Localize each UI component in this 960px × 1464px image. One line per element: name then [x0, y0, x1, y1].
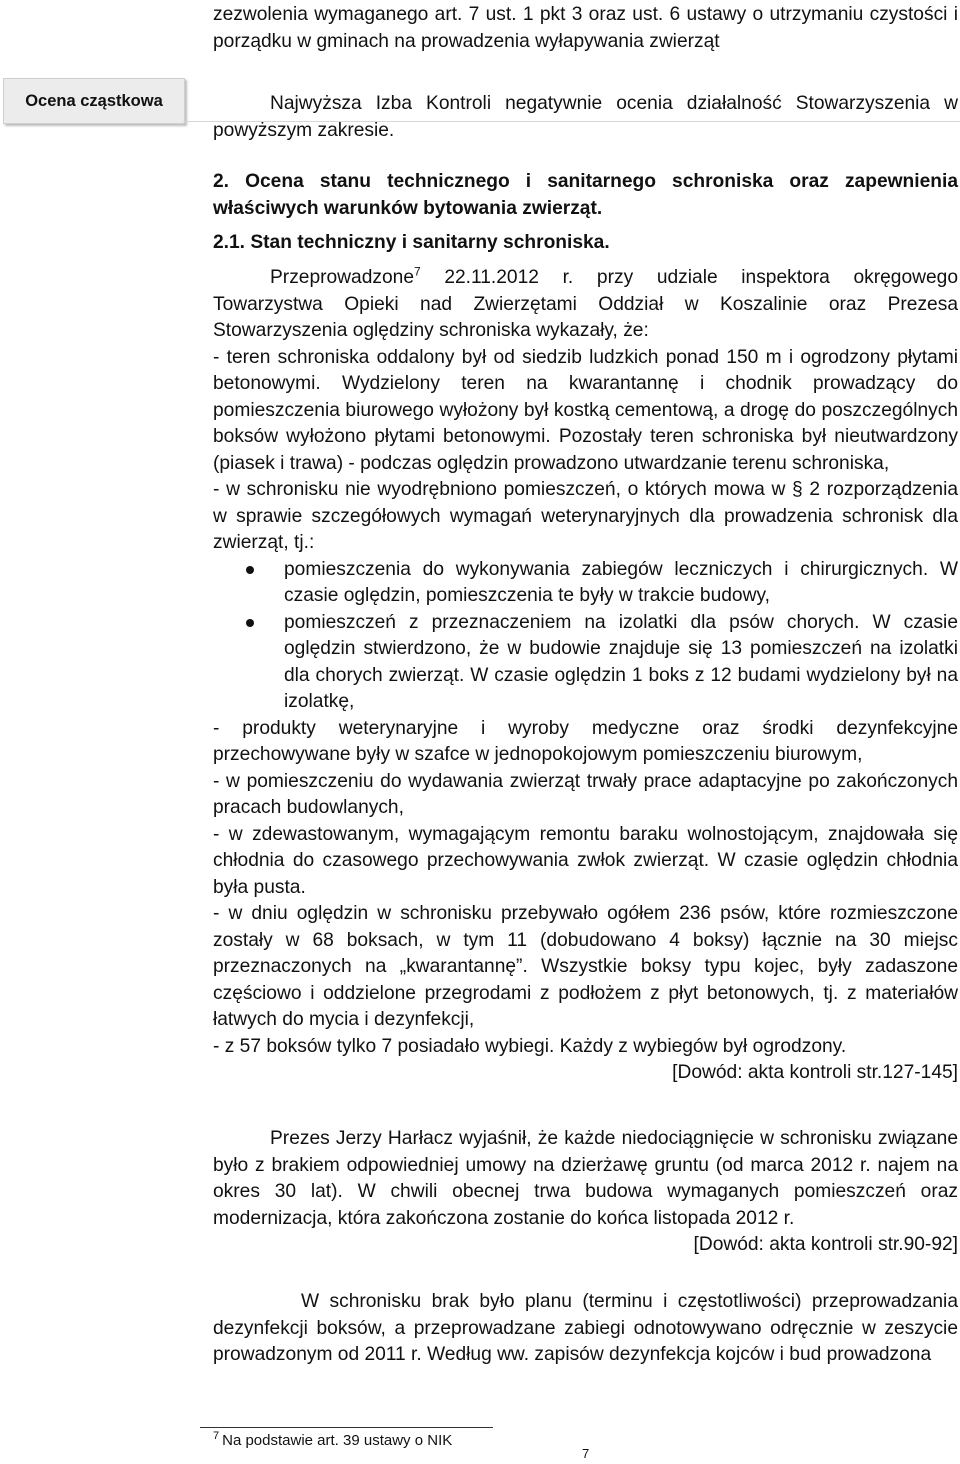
bullet-text: pomieszczenia do wykonywania zabiegów leczniczych i chirurgicznych. W czasie oględzin, pomieszczenia te były w trakcie budowy, — [284, 558, 958, 606]
list-item: - produkty weterynaryjne i wyroby medyczne oraz środki dezynfekcyjne przechowywane były w szafce w jednopokojowym pomieszczeniu biurowym, — [213, 717, 958, 765]
top-paragraph-text: zezwolenia wymaganego art. 7 ust. 1 pkt 3 oraz ust. 6 ustawy o utrzymaniu czystości i porządku w gminach na prowadzenia wyłapywania zwierząt — [213, 4, 958, 52]
section-heading: 2. Ocena stanu technicznego i sanitarnego schroniska oraz zapewnienia właściwych warunków bytowania zwierząt. — [213, 171, 958, 219]
list-item: - w dniu oględzin w schronisku przebywało ogółem 236 psów, które rozmieszczone zostały w 68 boksach, w tym 11 (dobudowano 4 boksy) łącznie na 30 miejsc przeznaczonych na „kwarantannę”. Wszystkie boksy typu kojec, były zadaszone częściowo i oddzielone przegrodami z podłożem z płyt betonowych, tj. z materiałów łatwych do mycia i dezynfekcji, — [213, 903, 958, 1030]
list-item: - z 57 boksów tylko 7 posiadało wybiegi. Każdy z wybiegów był ogrodzony. — [213, 1035, 847, 1057]
footnote-reference: 7 — [414, 264, 421, 279]
disinfection-block — [213, 1289, 958, 1369]
paragraph-3: W schronisku brak było planu (terminu i częstotliwości) przeprowadzania dezynfekcji boksów, a przeprowadzane zabiegi odnotowywano odręcznie w zeszycie prowadzonym od 2011 r. Według ww. zapisów dezynfekcja kojców i bud prowadzona — [213, 1291, 958, 1365]
sidebar-label-box — [3, 78, 185, 124]
bullet-item — [213, 610, 958, 716]
evidence-reference-2: [Dowód: akta kontroli str.90-92] — [693, 1234, 958, 1255]
list-item: - teren schroniska oddalony był od siedzib ludzkich ponad 150 m i ogrodzony płytami betonowymi. Wydzielony teren na kwarantannę i chodnik prowadzący do pomieszczenia biurowego wyłożony był kostką cementową, a drogę do poszczególnych boksów wyłożono płytami betonowymi. Pozostały teren schroniska był nieutwardzony (piasek i trawa) - podczas oględzin prowadzono utwardzanie terenu schroniska, — [213, 346, 958, 474]
assessment-text: Najwyższa Izba Kontroli negatywnie ocenia działalność Stowarzyszenia w powyższym zakresie. — [213, 93, 958, 141]
bullet-item — [213, 557, 958, 610]
bullet-icon — [246, 566, 254, 574]
explanation-block — [213, 1126, 958, 1259]
assessment-block — [213, 91, 958, 144]
footnote — [213, 1432, 452, 1450]
bullet-text: pomieszczeń z przeznaczeniem na izolatki dla psów chorych. W czasie oględzin stwierdzono, że w budowie znajduje się 13 pomieszczeń na izolatki dla chorych zwierząt. W czasie oględzin 1 boks z 12 budami wydzielony był na izolatkę, — [284, 611, 958, 712]
footnote-text: Na podstawie art. 39 ustawy o NIK — [222, 1432, 453, 1449]
footnote-divider — [200, 1427, 493, 1428]
evidence-reference-1: [Dowód: akta kontroli str.127-145] — [672, 1062, 958, 1083]
list-item: - w schronisku nie wyodrębniono pomieszczeń, o których mowa w § 2 rozporządzenia w sprawie szczegółowych wymagań weterynaryjnych dla prowadzenia schronisk dla zwierząt, tj.: — [213, 479, 958, 553]
main-body — [213, 265, 958, 1087]
subsection-heading: 2.1. Stan techniczny i sanitarny schroniska. — [213, 232, 610, 253]
paragraph-1 — [213, 265, 958, 345]
list-item: - w zdewastowanym, wymagającym remontu baraku wolnostojącym, znajdowała się chłodnia do czasowego przechowywania zwłok zwierząt. W czasie oględzin chłodnia była pusta. — [213, 823, 958, 898]
footnote-number: 7 — [213, 1430, 220, 1442]
bullet-list — [213, 557, 958, 716]
list-item: - w pomieszczeniu do wydawania zwierząt trwały prace adaptacyjne po zakończonych pracach budowlanych, — [213, 770, 958, 818]
paragraph-1-rest: 22.11.2012 r. przy udziale inspektora okręgowego Towarzystwa Opieki nad Zwierzętami Oddział w Koszalinie oraz Prezesa Stowarzyszenia oględziny schroniska wykazały, że: — [213, 267, 958, 341]
paragraph-2: Prezes Jerzy Harłacz wyjaśnił, że każde niedociągnięcie w schronisku związane było z brakiem odpowiedniej umowy na dzierżawę gruntu (od marca 2012 r. najem na okres 30 lat). W chwili obecnej trwa budowa wymaganych pomieszczeń oraz modernizacja, która zakończona zostanie do końca listopada 2012 r. — [213, 1128, 958, 1229]
page-number: 7 — [582, 1446, 590, 1461]
section-block — [213, 169, 958, 222]
top-paragraph — [213, 2, 958, 55]
paragraph-1-start: Przeprowadzone — [270, 267, 414, 288]
subsection-block — [213, 230, 958, 257]
bullet-icon — [246, 619, 254, 627]
sidebar-label: Ocena cząstkowa — [25, 92, 163, 110]
